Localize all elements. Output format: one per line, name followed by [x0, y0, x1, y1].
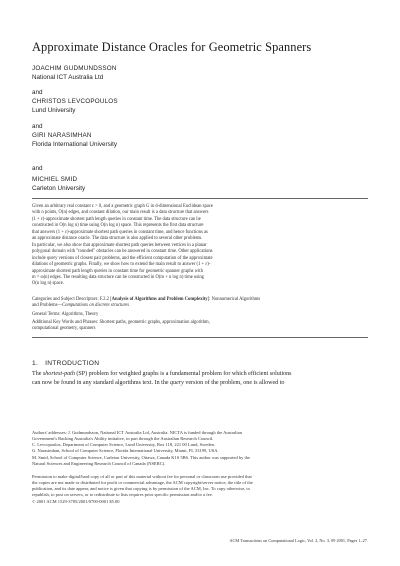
intro-text: version of the problem, one is allowed to: [183, 379, 285, 386]
footnote-line: G. Narasimhan, School of Computer Science, Florida International University, Miami, FL 33199, USA.: [32, 448, 219, 454]
keywords-line: Additional Key Words and Phrases: Shortest paths, geometric graphs, approximation algorithm,: [32, 320, 210, 325]
intro-italic: shortest-path: [42, 371, 75, 377]
intro-text: The: [32, 371, 43, 377]
abstract-line: dilations of geometric graphs. Finally, we show how to extend the main result to answer (1 + ε)-: [32, 262, 211, 268]
footnote-line: C. Levcopoulos, Department of Computer Science, Lund University, Box 118, 221 00 Lund, Sweden.: [32, 442, 216, 448]
permission-notice: [32, 474, 368, 505]
section-number: 1.: [32, 360, 39, 367]
author-name: MICHIEL SMID: [32, 176, 78, 183]
author-affiliation: National ICT Australia Ltd: [32, 74, 104, 81]
footnote-line: Authors' addresses: J. Gudmundsson, National ICT Australia Ltd, Australia. NICTA is funded through the Australian: [32, 430, 242, 435]
author-block-3: [32, 131, 372, 149]
intro-text: can now be found in any standard algorithms text. In the: [32, 379, 171, 386]
footnote-line: M. Smid, School of Computer Science, Carleton University, Ottawa, Canada K1S 5B6. This author was supported by the: [32, 454, 250, 460]
and-separator: and: [32, 89, 43, 96]
abstract-line: O(n log n) space.: [32, 281, 64, 287]
footnote-line: Natural Sciences and Engineering Research Council of Canada (NSERC).: [32, 460, 166, 466]
footnote-line: Government's Backing Australia's Ability initiative, in part through the Australian Research Council.: [32, 436, 214, 442]
abstract-line: In particular, we also show that approximate shortest path queries between vertices in a planar: [32, 242, 207, 248]
author-block-1: [32, 64, 372, 82]
intro-paragraph: [32, 370, 368, 387]
categories-mid: ]: Nonnumerical Algorithms: [207, 297, 261, 302]
abstract-rule: [32, 337, 368, 338]
section-title: INTRODUCTION: [45, 360, 100, 367]
running-footer: ACM Transactions on Computational Logic, Vol. 2, No. 3, 09 2001, Pages 1–27.: [229, 538, 368, 543]
categories: [32, 297, 368, 310]
abstract-line: approximate shortest path length queries in constant time for geometric spanner graphs with: [32, 268, 203, 274]
general-terms: General Terms: Algorithms, Theory: [32, 312, 99, 317]
permission-line: the copies are not made or distributed for profit or commercial advantage, the ACM copyright/server notice, the title of the: [32, 480, 253, 486]
categories-plain: and Problems—: [32, 303, 63, 309]
abstract-line: constructed in O(n log n) time using O(n log n) space. This represents the first data structure: [32, 223, 204, 229]
and-separator: and: [32, 123, 43, 130]
abstract-line: include query versions of closest pair problems, and the efficient computation of the approximate: [32, 255, 213, 261]
author-addresses: [32, 430, 368, 467]
author-name: JOACHIM GUDMUNDSSON: [32, 65, 117, 72]
paper-title: Approximate Distance Oracles for Geometric Spanners: [32, 40, 312, 54]
section-heading: [32, 360, 99, 367]
header-rule: [32, 198, 368, 199]
author-name: CHRISTOS LEVCOPOULOS: [32, 98, 118, 105]
abstract-line: (1 + ε)-approximate shortest path length queries in constant time. The data structure can be: [32, 216, 201, 222]
categories-bold: Analysis of Algorithms and Problem Complexity: [111, 297, 208, 302]
keywords-line: computational geometry, spanners: [32, 326, 96, 332]
permission-line: republish, to post on servers, or to redistribute to lists requires prior specific permission and/or a fee.: [32, 492, 213, 498]
and-separator: and: [32, 165, 43, 172]
permission-line: publication, and its date appear, and notice is given that copying is by permission of the ACM, Inc. To copy otherwise, to: [32, 486, 250, 492]
abstract-line: Given an arbitrary real constant ε > 0, and a geometric graph G in d-dimensional Euclidean space: [32, 204, 213, 209]
abstract-line: that answers (1 + ε)-approximate shortest path queries in constant time, and hence functions as: [32, 229, 208, 235]
intro-italic: query: [170, 379, 184, 386]
intro-text: (SP) problem for weighted graphs is a fundamental problem for which efficient solutions: [74, 371, 292, 377]
author-block-2: [32, 97, 372, 115]
author-affiliation: Florida International University: [32, 141, 118, 148]
categories-lead: Categories and Subject Descriptors: F.2.2 [: [32, 297, 112, 302]
categories-italic: Computations on discrete structures: [62, 303, 130, 309]
author-block-4: [32, 175, 372, 193]
abstract-line: with n points, O(n) edges, and constant dilation, our main result is a data structure that answers: [32, 210, 209, 216]
keywords: [32, 320, 368, 333]
abstract-line: an approximate distance oracle. The data structure is also applied to several other problems.: [32, 236, 203, 242]
permission-line: Permission to make digital/hard copy of all or part of this material without fee for personal or classroom use provided that: [32, 474, 252, 479]
abstract-line: polygonal domain with "rounded" obstacles can be answered in constant time. Other applications: [32, 249, 213, 255]
author-name: GIRI NARASIMHAN: [32, 132, 92, 139]
abstract: [32, 204, 368, 288]
author-affiliation: Lund University: [32, 107, 76, 114]
author-affiliation: Carleton University: [32, 185, 86, 192]
copyright-line: © 2001 ACM 1529-3785/2001/0700-0001 $5.00: [32, 498, 120, 504]
abstract-line: m = ω(n) edges. The resulting data structure can be constructed in O(m + n log n) time using: [32, 274, 205, 280]
